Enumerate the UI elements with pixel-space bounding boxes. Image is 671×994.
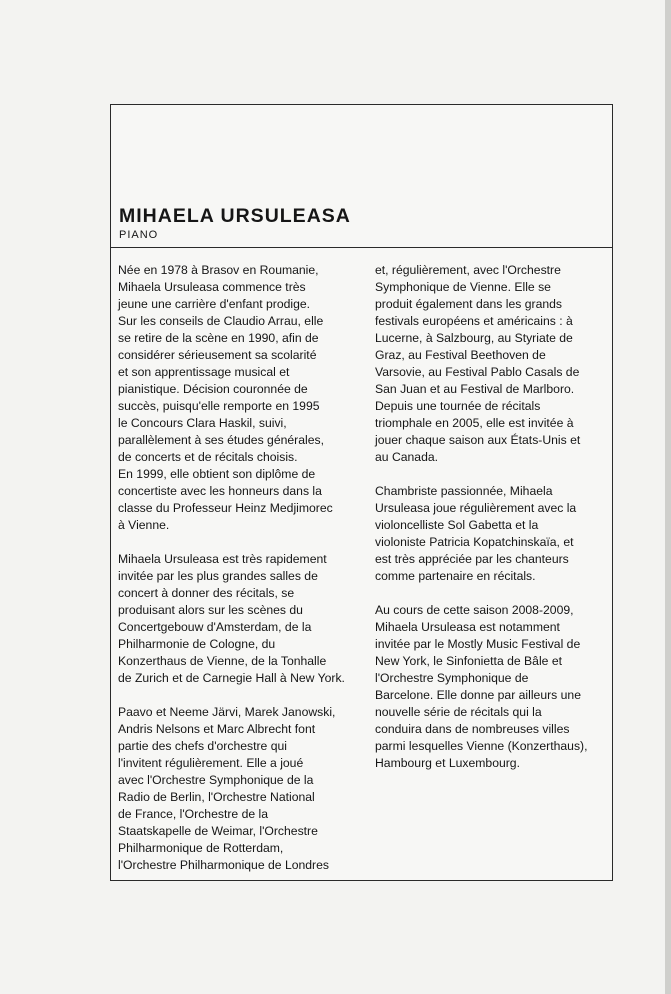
text-line: pianistique. Décision couronnée de xyxy=(118,382,308,396)
text-line: au Canada. xyxy=(375,450,439,464)
text-line: jouer chaque saison aux États-Unis et xyxy=(375,433,581,447)
text-line: comme partenaire en récitals. xyxy=(375,569,536,583)
text-line: produit également dans les grands xyxy=(375,297,562,311)
text-line: New York, le Sinfonietta de Bâle et xyxy=(375,654,562,668)
artist-name: MIHAELA URSULEASA xyxy=(119,205,351,227)
text-line: Symphonique de Vienne. Elle se xyxy=(375,280,551,294)
biography-header xyxy=(111,105,612,248)
text-line: de France, l'Orchestre de la xyxy=(118,807,268,821)
text-line: San Juan et au Festival de Marlboro. xyxy=(375,382,575,396)
text-line: Sur les conseils de Claudio Arrau, elle xyxy=(118,314,324,328)
text-line: se retire de la scène en 1990, afin de xyxy=(118,331,319,345)
text-line: Mihaela Ursuleasa commence très xyxy=(118,280,306,294)
text-line: violoniste Patricia Kopatchinskaïa, et xyxy=(375,535,574,549)
text-line: Andris Nelsons et Marc Albrecht font xyxy=(118,722,316,736)
text-line: produisant alors sur les scènes du xyxy=(118,603,303,617)
left-column xyxy=(118,262,356,891)
text-line: Barcelone. Elle donne par ailleurs une xyxy=(375,688,581,702)
text-line: classe du Professeur Heinz Medjimorec xyxy=(118,501,333,515)
text-line: avec l'Orchestre Symphonique de la xyxy=(118,773,314,787)
text-line: concert à donner des récitals, se xyxy=(118,586,295,600)
text-line: Ursuleasa joue régulièrement avec la xyxy=(375,501,577,515)
text-line: festivals européens et américains : à xyxy=(375,314,573,328)
page-edge xyxy=(665,0,671,994)
text-line: conduira dans de nombreuses villes xyxy=(375,722,570,736)
text-line: triomphale en 2005, elle est invitée à xyxy=(375,416,574,430)
text-line: En 1999, elle obtient son diplôme de xyxy=(118,467,316,481)
text-line: Konzerthaus de Vienne, de la Tonhalle xyxy=(118,654,327,668)
text-line: Depuis une tournée de récitals xyxy=(375,399,541,413)
right-column xyxy=(375,262,607,789)
text-line: violoncelliste Sol Gabetta et la xyxy=(375,518,539,532)
text-line: partie des chefs d'orchestre qui xyxy=(118,739,287,753)
text-line: Varsovie, au Festival Pablo Casals de xyxy=(375,365,580,379)
text-line: Philharmonique de Rotterdam, xyxy=(118,841,284,855)
text-line: est très appréciée par les chanteurs xyxy=(375,552,569,566)
text-line: concertiste avec les honneurs dans la xyxy=(118,484,322,498)
text-line: Staatskapelle de Weimar, l'Orchestre xyxy=(118,824,318,838)
text-line: et son apprentissage musical et xyxy=(118,365,290,379)
text-line: Née en 1978 à Brasov en Roumanie, xyxy=(118,263,319,277)
text-line: de Zurich et de Carnegie Hall à New York. xyxy=(118,671,345,685)
text-line: parmi lesquelles Vienne (Konzerthaus), xyxy=(375,739,588,753)
text-line: Paavo et Neeme Järvi, Marek Janowski, xyxy=(118,705,336,719)
text-line: invitée par le Mostly Music Festival de xyxy=(375,637,581,651)
paragraph xyxy=(375,483,607,585)
text-line: de concerts et de récitals choisis. xyxy=(118,450,298,464)
text-line: Mihaela Ursuleasa est notamment xyxy=(375,620,560,634)
text-line: Mihaela Ursuleasa est très rapidement xyxy=(118,552,327,566)
text-line: à Vienne. xyxy=(118,518,170,532)
artist-instrument: PIANO xyxy=(119,229,159,241)
text-line: l'Orchestre Symphonique de xyxy=(375,671,529,685)
paragraph xyxy=(375,262,607,466)
text-line: succès, puisqu'elle remporte en 1995 xyxy=(118,399,320,413)
paragraph xyxy=(118,704,356,874)
text-line: nouvelle série de récitals qui la xyxy=(375,705,542,719)
paragraph xyxy=(118,262,356,534)
text-line: Radio de Berlin, l'Orchestre National xyxy=(118,790,315,804)
text-line: l'invitent régulièrement. Elle a joué xyxy=(118,756,304,770)
paragraph xyxy=(375,602,607,772)
text-line: Concertgebouw d'Amsterdam, de la xyxy=(118,620,312,634)
text-line: Graz, au Festival Beethoven de xyxy=(375,348,546,362)
text-line: l'Orchestre Philharmonique de Londres xyxy=(118,858,329,872)
text-line: jeune une carrière d'enfant prodige. xyxy=(118,297,311,311)
text-line: considérer sérieusement sa scolarité xyxy=(118,348,317,362)
text-line: le Concours Clara Haskil, suivi, xyxy=(118,416,287,430)
text-line: et, régulièrement, avec l'Orchestre xyxy=(375,263,561,277)
text-line: Hambourg et Luxembourg. xyxy=(375,756,520,770)
text-line: Chambriste passionnée, Mihaela xyxy=(375,484,553,498)
text-line: invitée par les plus grandes salles de xyxy=(118,569,318,583)
text-line: Au cours de cette saison 2008-2009, xyxy=(375,603,574,617)
biography-frame xyxy=(110,104,613,881)
text-line: Lucerne, à Salzbourg, au Styriate de xyxy=(375,331,573,345)
paragraph xyxy=(118,551,356,687)
text-line: Philharmonie de Cologne, du xyxy=(118,637,276,651)
text-line: parallèlement à ses études générales, xyxy=(118,433,324,447)
